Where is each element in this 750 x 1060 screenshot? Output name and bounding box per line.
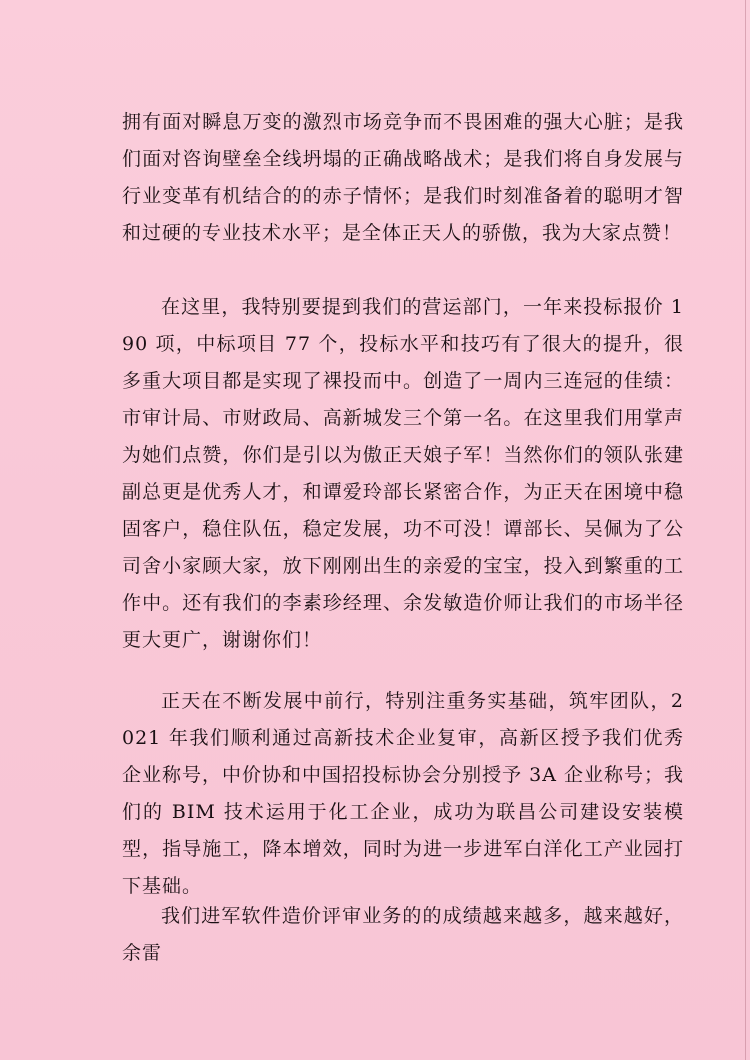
paragraph-text: 在这里，我特别要提到我们的营运部门，一年来投标报价 190 项，中标项目 77 个，投标水平和技巧有了很大的提升，很多重大项目都是实现了裸投而中。创造了一周内三连冠的佳绩：市审计局、市财政局、高新城发三个第一名。在这里我们用掌声为她们点赞，你们是引以为傲正天娘子军！当然你们的领队张建副总更是优秀人才，和谭爱玲部长紧密合作，为正天在困境中稳固客户，稳住队伍，稳定发展，功不可没！谭部长、吴佩为了公司舍小家顾大家，放下刚刚出生的亲爱的宝宝，投入到繁重的工作中。还有我们的李素珍经理、余发敏造价师让我们的市场半径更大更广，谢谢你们！ [122,296,684,651]
paragraph-operations [122,289,684,659]
paragraph-text: 正天在不断发展中前行，特别注重务实基础，筑牢团队，2021 年我们顺利通过高新技术企业复审，高新区授予我们优秀企业称号，中价协和中国招投标协会分别授予 3A 企业称号；我们的 BIM 技术运用于化工企业，成功为联昌公司建设安装模型，指导施工，降本增效，同时为进一步进军白洋化工产业园打下基础。 [122,690,684,897]
paragraph-text: 我们进军软件造价评审业务的的成绩越来越多，越来越好，余雷 [122,905,684,964]
paragraph-development [122,683,684,905]
paragraph-text: 拥有面对瞬息万变的激烈市场竞争而不畏困难的强大心脏；是我们面对咨询壁垒全线坍塌的正确战略战术；是我们将自身发展与行业变革有机结合的的赤子情怀；是我们时刻准备着的聪明才智和过硬的专业技术水平；是全体正天人的骄傲，我为大家点赞！ [122,111,684,244]
page-edge-line [745,0,746,1060]
paragraph-software [122,898,684,972]
paragraph-continued [122,104,684,252]
